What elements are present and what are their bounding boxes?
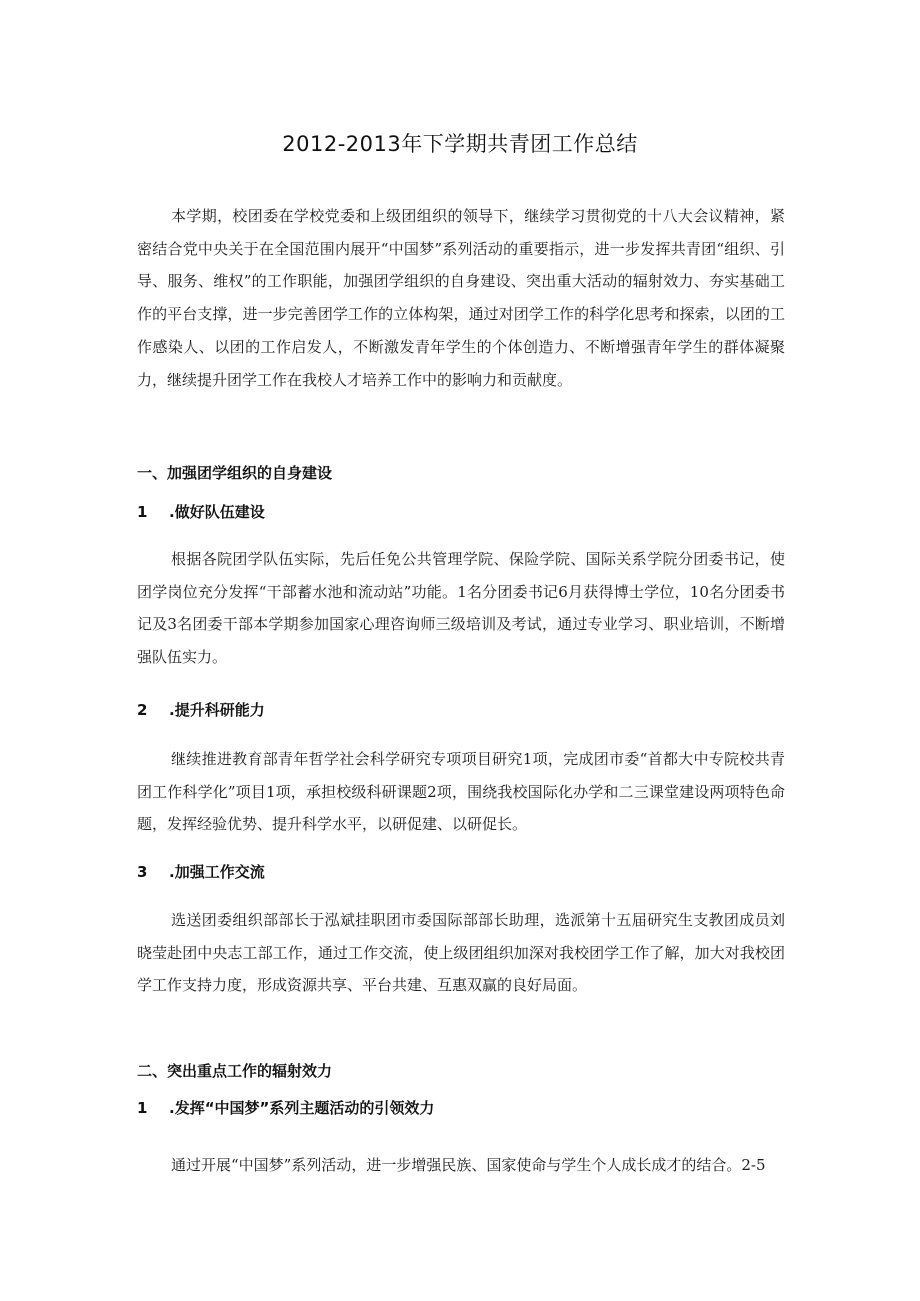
- subsection-title: .提升科研能力: [169, 701, 265, 719]
- intro-paragraph: 本学期，校团委在学校党委和上级团组织的领导下，继续学习贯彻党的十八大会议精神，紧密结合党中央关于在全国范围内展开“中国梦”系列活动的重要指示，进一步发挥共青团“组织、引导、服务、维权”的工作职能，加强团学组织的自身建设、突出重大活动的辐射效力、夯实基础工作的平台支撑，进一步完善团学工作的立体构架，通过对团学工作的科学化思考和探索，以团的工作感染人、以团的工作启发人，不断激发青年学生的个体创造力、不断增强青年学生的群体凝聚力，继续提升团学工作在我校人才培养工作中的影响力和贡献度。: [137, 207, 785, 389]
- subsection-number: 2: [137, 701, 148, 719]
- subsection-title: .发挥“中国梦”系列主题活动的引领效力: [169, 1099, 435, 1117]
- subsection-number: 3: [137, 863, 148, 881]
- section-heading-2: 二、突出重点工作的辐射效力: [137, 1062, 333, 1080]
- subsection-number: 1: [137, 1099, 148, 1117]
- subsection-title: .加强工作交流: [169, 863, 265, 881]
- subsection-body-2-1: 通过开展“中国梦”系列活动，进一步增强民族、国家使命与学生个人成长成才的结合。2-5: [171, 1156, 766, 1174]
- subsection-heading-1-1: [137, 501, 265, 523]
- subsection-heading-1-2: [137, 699, 265, 721]
- subsection-heading-1-3: [137, 861, 265, 883]
- subsection-heading-2-1: [137, 1097, 434, 1119]
- document-title: 2012-2013年下学期共青团工作总结: [282, 132, 638, 156]
- subsection-number: 1: [137, 503, 148, 521]
- subsection-body-1-1: 根据各院团学队伍实际，先后任免公共管理学院、保险学院、国际关系学院分团委书记，使团学岗位充分发挥“干部蓄水池和流动站”功能。1名分团委书记6月获得博士学位，10名分团委书记及3名团委干部本学期参加国家心理咨询师三级培训及考试，通过专业学习、职业培训，不断增强队伍实力。: [137, 550, 785, 667]
- subsection-body-1-3: 选送团委组织部部长于泓斌挂职团市委国际部部长助理，选派第十五届研究生支教团成员刘晓莹赴团中央志工部工作，通过工作交流，使上级团组织加深对我校团学工作了解，加大对我校团学工作支持力度，形成资源共享、平台共建、互惠双赢的良好局面。: [137, 911, 785, 995]
- section-heading-1: 一、加强团学组织的自身建设: [137, 464, 333, 482]
- subsection-body-1-2: 继续推进教育部青年哲学社会科学研究专项项目研究1项，完成团市委“首都大中专院校共青团工作科学化”项目1项，承担校级科研课题2项，围绕我校国际化办学和二三课堂建设两项特色命题，发挥经验优势、提升科学水平，以研促建、以研促长。: [137, 750, 785, 834]
- subsection-title: .做好队伍建设: [169, 503, 265, 521]
